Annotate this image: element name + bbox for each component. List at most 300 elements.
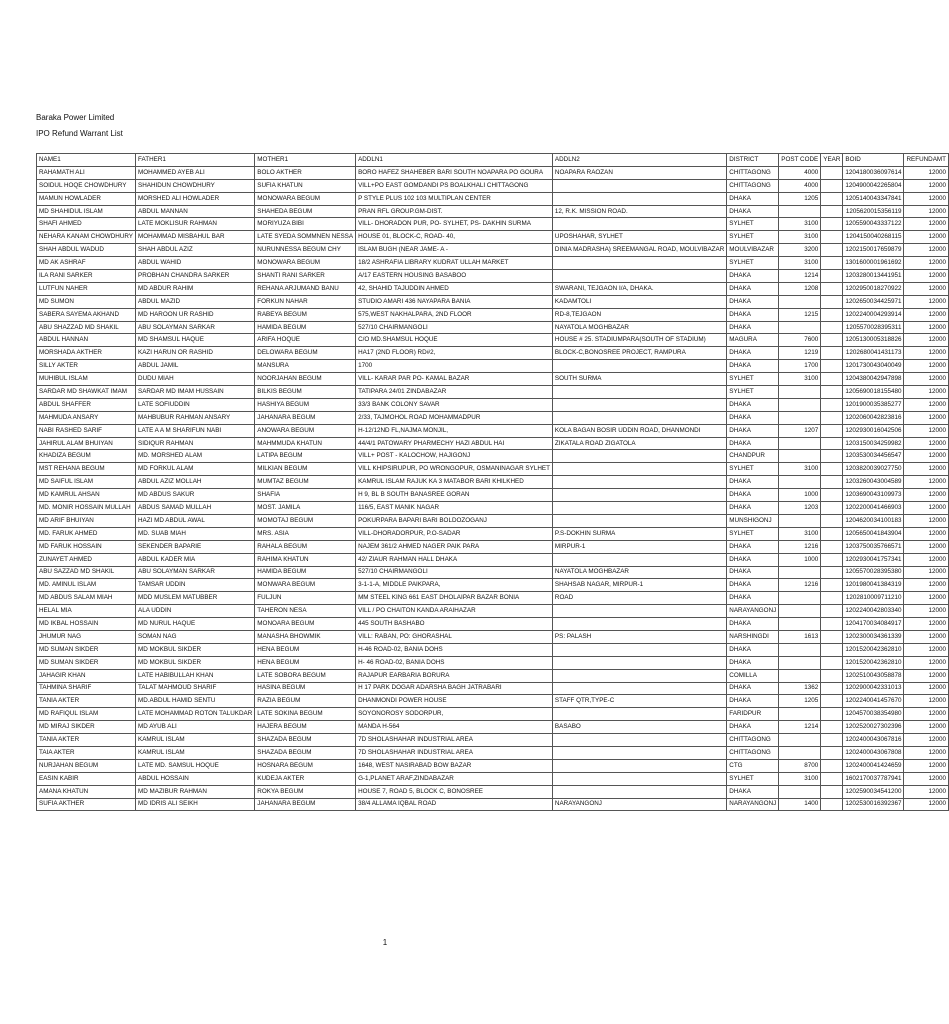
table-cell: MD. FARUK AHMED xyxy=(37,527,136,540)
table-cell xyxy=(552,514,726,527)
table-cell xyxy=(552,398,726,411)
table-cell: DHAKA xyxy=(727,618,779,631)
table-cell: MDD MUSLEM MATUBBER xyxy=(136,592,255,605)
table-cell: 1202530016392367 xyxy=(843,798,904,811)
table-cell: MD ABDUS SALAM MIAH xyxy=(37,592,136,605)
table-cell: 12000 xyxy=(904,270,949,283)
table-cell xyxy=(779,450,821,463)
table-cell xyxy=(821,772,843,785)
table-cell: G-1,PLANET ARAF,ZINDABAZAR xyxy=(356,772,553,785)
table-cell: SYLHET xyxy=(727,527,779,540)
table-cell: DHAKA xyxy=(727,476,779,489)
table-cell: HOUSE # 25. STADIUMPARA(SOUTH OF STADIUM) xyxy=(552,334,726,347)
table-cell: TAHERON NESA xyxy=(255,605,356,618)
table-cell xyxy=(821,643,843,656)
table-cell: 12000 xyxy=(904,618,949,631)
table-cell: HENA BEGUM xyxy=(255,656,356,669)
table-cell: LATE MOHAMMAD ROTON TALUKDAR xyxy=(136,708,255,721)
table-cell xyxy=(779,746,821,759)
table-cell: MONOWARA BEGUM xyxy=(255,257,356,270)
table-cell xyxy=(821,630,843,643)
table-cell: 12000 xyxy=(904,798,949,811)
table-cell xyxy=(779,437,821,450)
table-cell: 1205650041843904 xyxy=(843,527,904,540)
table-cell: SYLHET xyxy=(727,231,779,244)
table-row xyxy=(37,643,949,656)
table-cell: 1208 xyxy=(779,282,821,295)
table-cell: 1202060042823816 xyxy=(843,411,904,424)
table-cell: VILL-DHORADORPUR, P.O-SADAR xyxy=(356,527,553,540)
table-cell: 1204570038354980 xyxy=(843,708,904,721)
table-cell xyxy=(821,270,843,283)
table-cell: ABU SHAZZAD MD SHAKIL xyxy=(37,321,136,334)
table-cell xyxy=(552,605,726,618)
table-row xyxy=(37,592,949,605)
table-cell: CHITTAGONG xyxy=(727,746,779,759)
table-cell xyxy=(779,476,821,489)
table-cell: KOLA BAGAN BOSIR UDDIN ROAD, DHANMONDI xyxy=(552,424,726,437)
table-cell: 12000 xyxy=(904,231,949,244)
table-cell: DHAKA xyxy=(727,398,779,411)
table-cell xyxy=(779,618,821,631)
table-cell xyxy=(821,386,843,399)
table-cell: SUFIA AKTHER xyxy=(37,798,136,811)
table-cell: PROBHAN CHANDRA SARKER xyxy=(136,270,255,283)
table-cell: LATE HABIBULLAH KHAN xyxy=(136,669,255,682)
table-cell: 1202810009711210 xyxy=(843,592,904,605)
table-cell: 1202400043067808 xyxy=(843,746,904,759)
table-cell: HASHIYA BEGUM xyxy=(255,398,356,411)
table-cell xyxy=(779,321,821,334)
table-cell: DHAKA xyxy=(727,411,779,424)
table-cell: 12000 xyxy=(904,347,949,360)
table-cell: H 9, BL B SOUTH BANASREE GORAN xyxy=(356,489,553,502)
table-cell xyxy=(821,244,843,257)
table-row xyxy=(37,695,949,708)
table-cell xyxy=(779,386,821,399)
table-cell: NAJEM 361/2 AHMED NAGER PAIK PARA xyxy=(356,540,553,553)
table-cell: MAGURA xyxy=(727,334,779,347)
table-cell: 12000 xyxy=(904,489,949,502)
table-cell: 12000 xyxy=(904,656,949,669)
table-cell: JAHANARA BEGUM xyxy=(255,798,356,811)
table-row xyxy=(37,798,949,811)
column-header: NAME1 xyxy=(37,154,136,167)
table-cell: 3100 xyxy=(779,463,821,476)
table-cell: SABERA SAYEMA AKHAND xyxy=(37,308,136,321)
table-cell: MD ABDUS SAKUR xyxy=(136,489,255,502)
table-cell: 12000 xyxy=(904,579,949,592)
table-cell xyxy=(821,205,843,218)
table-cell: 12000 xyxy=(904,463,949,476)
table-cell: 3100 xyxy=(779,373,821,386)
table-cell: MD KAMRUL AHSAN xyxy=(37,489,136,502)
table-cell: P.S-DOKHIN SURMA xyxy=(552,527,726,540)
table-cell: 7D SHOLASHAHAR INDUSTRIAL AREA xyxy=(356,746,553,759)
table-cell: DHAKA xyxy=(727,695,779,708)
column-header: YEAR xyxy=(821,154,843,167)
column-header: DISTRICT xyxy=(727,154,779,167)
table-cell: ABDUL JAMIL xyxy=(136,360,255,373)
table-row xyxy=(37,785,949,798)
table-row xyxy=(37,734,949,747)
table-cell xyxy=(552,746,726,759)
table-cell: 1204380042947898 xyxy=(843,373,904,386)
table-cell xyxy=(821,682,843,695)
table-cell: LATE MOKLISUR RAHMAN xyxy=(136,218,255,231)
table-cell: SEKENDER BAPARIE xyxy=(136,540,255,553)
table-cell: 42, SHAHID TAJUDDIN AHMED xyxy=(356,282,553,295)
table-cell xyxy=(552,708,726,721)
table-cell xyxy=(821,514,843,527)
table-cell: MD FARUK HOSSAIN xyxy=(37,540,136,553)
table-cell xyxy=(821,618,843,631)
table-cell: RAZIA BEGUM xyxy=(255,695,356,708)
table-cell: DINIA MADRASHA) SREEMANGAL ROAD, MOULVIBAZAR xyxy=(552,244,726,257)
table-cell xyxy=(552,257,726,270)
table-cell xyxy=(552,411,726,424)
table-cell: 445 SOUTH BASHABO xyxy=(356,618,553,631)
document-subtitle: IPO Refund Warrant List xyxy=(36,129,123,138)
table-cell xyxy=(821,579,843,592)
table-cell xyxy=(552,643,726,656)
table-cell: RAHALA BEGUM xyxy=(255,540,356,553)
table-cell xyxy=(821,192,843,205)
table-cell: FARIDPUR xyxy=(727,708,779,721)
table-cell: LATIPA BEGUM xyxy=(255,450,356,463)
table-cell: 12000 xyxy=(904,308,949,321)
table-cell: MORSHED ALI HOWLADER xyxy=(136,192,255,205)
table-cell xyxy=(821,166,843,179)
table-cell: ABDUL MANNAN xyxy=(136,205,255,218)
table-cell: KHADIZA BEGUM xyxy=(37,450,136,463)
table-cell xyxy=(552,669,726,682)
table-cell: 18/2 ASHRAFIA LIBRARY KUDRAT ULLAH MARKET xyxy=(356,257,553,270)
table-cell: ABU SAZZAD MD SHAKIL xyxy=(37,566,136,579)
table-cell: 1203260043004589 xyxy=(843,476,904,489)
table-cell: P STYLE PLUS 102 103 MULTIPLAN CENTER xyxy=(356,192,553,205)
table-cell: 1362 xyxy=(779,682,821,695)
table-row xyxy=(37,656,949,669)
table-cell: SYLHET xyxy=(727,772,779,785)
table-cell xyxy=(552,772,726,785)
table-cell: 1204180036097614 xyxy=(843,166,904,179)
table-cell xyxy=(779,785,821,798)
table-cell xyxy=(821,347,843,360)
table-cell: 1202930041757341 xyxy=(843,553,904,566)
table-cell: 12000 xyxy=(904,321,949,334)
table-cell: MANDA H-564 xyxy=(356,721,553,734)
table-cell: VILL- KARAR PAR PO- KAMAL BAZAR xyxy=(356,373,553,386)
table-row xyxy=(37,489,949,502)
table-cell: MD FORKUL ALAM xyxy=(136,463,255,476)
table-cell: ABU SOLAYMAN SARKAR xyxy=(136,321,255,334)
table-cell: 1202240004293914 xyxy=(843,308,904,321)
table-row xyxy=(37,605,949,618)
table-cell: 12000 xyxy=(904,411,949,424)
table-row xyxy=(37,476,949,489)
table-cell: MONWARA BEGUM xyxy=(255,579,356,592)
table-cell: HENA BEGUM xyxy=(255,643,356,656)
table-cell: 12000 xyxy=(904,785,949,798)
table-row xyxy=(37,282,949,295)
table-cell: 1202240042803340 xyxy=(843,605,904,618)
table-cell: CHANDPUR xyxy=(727,450,779,463)
table-cell: MONOARA BEGUM xyxy=(255,618,356,631)
table-cell: NABI RASHED SARIF xyxy=(37,424,136,437)
table-cell: MD AK ASHRAF xyxy=(37,257,136,270)
table-cell: KAZI HARUN OR RASHID xyxy=(136,347,255,360)
table-cell xyxy=(821,295,843,308)
table-row xyxy=(37,231,949,244)
table-cell: JAHAGIR KHAN xyxy=(37,669,136,682)
table-cell: 1202240041457670 xyxy=(843,695,904,708)
table-cell: 3100 xyxy=(779,772,821,785)
table-row xyxy=(37,669,949,682)
table-cell: MOULVIBAZAR xyxy=(727,244,779,257)
column-header: REFUNDAMT xyxy=(904,154,949,167)
table-cell: H-46 ROAD-02, BANIA DOHS xyxy=(356,643,553,656)
table-cell: RABEYA BEGUM xyxy=(255,308,356,321)
table-cell: TAIA AKTER xyxy=(37,746,136,759)
table-cell: DHAKA xyxy=(727,502,779,515)
table-cell: 12000 xyxy=(904,450,949,463)
table-cell: 1203820039027750 xyxy=(843,463,904,476)
table-cell: MD RAFIQUL ISLAM xyxy=(37,708,136,721)
table-cell xyxy=(821,527,843,540)
table-cell: DHAKA xyxy=(727,360,779,373)
table-row xyxy=(37,708,949,721)
table-cell xyxy=(779,656,821,669)
table-row xyxy=(37,192,949,205)
table-cell: DHAKA xyxy=(727,308,779,321)
table-cell: EASIN KABIR xyxy=(37,772,136,785)
table-cell: ABDUL MAZID xyxy=(136,295,255,308)
table-cell: 12000 xyxy=(904,373,949,386)
table-row xyxy=(37,566,949,579)
table-cell: ABU SOLAYMAN SARKAR xyxy=(136,566,255,579)
table-cell: 12000 xyxy=(904,540,949,553)
table-cell: MAHMMUDA KHATUN xyxy=(255,437,356,450)
table-cell: MD. AMINUL ISLAM xyxy=(37,579,136,592)
table-cell xyxy=(821,411,843,424)
table-cell: 1202680041431173 xyxy=(843,347,904,360)
table-cell: 12, R.K. MISSION ROAD. xyxy=(552,205,726,218)
table-cell: DHAKA xyxy=(727,553,779,566)
table-row xyxy=(37,579,949,592)
table-cell xyxy=(552,682,726,695)
table-cell: C/O MD.SHAMSUL HOQUE xyxy=(356,334,553,347)
table-cell xyxy=(552,360,726,373)
table-row xyxy=(37,630,949,643)
table-cell: MORSHADA AKTHER xyxy=(37,347,136,360)
table-cell: MD. SUAB MIAH xyxy=(136,527,255,540)
table-cell: 1202200041466903 xyxy=(843,502,904,515)
table-row xyxy=(37,759,949,772)
table-cell: 1216 xyxy=(779,540,821,553)
table-cell: MILKIAN BEGUM xyxy=(255,463,356,476)
table-cell: LATE MD. SAMSUL HOQUE xyxy=(136,759,255,772)
table-cell: ALA UDDIN xyxy=(136,605,255,618)
table-cell: 1205140043347841 xyxy=(843,192,904,205)
table-cell: SYLHET xyxy=(727,218,779,231)
table-cell: 1201520042362810 xyxy=(843,656,904,669)
table-cell: SYLHET xyxy=(727,386,779,399)
table-cell: 1219 xyxy=(779,347,821,360)
table-cell: MANSURA xyxy=(255,360,356,373)
table-cell xyxy=(552,270,726,283)
table-cell: MD NURUL HAQUE xyxy=(136,618,255,631)
table-cell xyxy=(779,605,821,618)
table-cell: MANASHA BHOWMIK xyxy=(255,630,356,643)
table-cell: MUNSHIGONJ xyxy=(727,514,779,527)
table-cell: AMANA KHATUN xyxy=(37,785,136,798)
table-row xyxy=(37,179,949,192)
table-cell: 12000 xyxy=(904,360,949,373)
table-cell: RAJAPUR EARBARIA BORURA xyxy=(356,669,553,682)
table-cell: H-12/12ND FL,NAJMA MONJIL, xyxy=(356,424,553,437)
table-cell: 12000 xyxy=(904,527,949,540)
table-cell: 12000 xyxy=(904,205,949,218)
column-header: ADDLN1 xyxy=(356,154,553,167)
table-cell xyxy=(779,643,821,656)
table-cell: 38/4 ALLAMA IQBAL ROAD xyxy=(356,798,553,811)
table-cell xyxy=(552,450,726,463)
table-cell xyxy=(821,759,843,772)
table-cell: ABDUL WAHID xyxy=(136,257,255,270)
table-cell: SARDAR MD SHAWKAT IMAM xyxy=(37,386,136,399)
table-cell: VILL+ POST - KALOCHOW, HAJIGONJ xyxy=(356,450,553,463)
table-cell: 1202930016042506 xyxy=(843,424,904,437)
table-cell xyxy=(552,386,726,399)
table-cell: ABDUL KADER MIA xyxy=(136,553,255,566)
table-cell xyxy=(821,373,843,386)
table-cell: CHITTAGONG xyxy=(727,179,779,192)
table-cell: MOHAMMED AYEB ALI xyxy=(136,166,255,179)
table-cell xyxy=(779,398,821,411)
table-cell: DHAKA xyxy=(727,192,779,205)
table-row xyxy=(37,360,949,373)
table-cell: 12000 xyxy=(904,734,949,747)
table-cell: 1203530034456547 xyxy=(843,450,904,463)
table-cell: 1203150034259982 xyxy=(843,437,904,450)
table-cell: COMILLA xyxy=(727,669,779,682)
document-title: Baraka Power Limited xyxy=(36,113,115,122)
table-cell: 12000 xyxy=(904,514,949,527)
refund-warrant-table xyxy=(36,153,949,811)
table-cell: MD SUMON xyxy=(37,295,136,308)
table-cell xyxy=(779,514,821,527)
table-cell: 12000 xyxy=(904,746,949,759)
table-cell: DHAKA xyxy=(727,579,779,592)
table-cell: MD MIRAJ SIKDER xyxy=(37,721,136,734)
table-cell: NARAYANGONJ xyxy=(727,798,779,811)
table-cell xyxy=(552,553,726,566)
table-cell: DUDU MIAH xyxy=(136,373,255,386)
table-cell: NURJAHAN BEGUM xyxy=(37,759,136,772)
table-cell: 1202300034361339 xyxy=(843,630,904,643)
table-cell: 12000 xyxy=(904,398,949,411)
table-cell: NARAYANGONJ xyxy=(727,605,779,618)
table-cell xyxy=(821,308,843,321)
table-cell: SHAFIA xyxy=(255,489,356,502)
table-cell xyxy=(821,218,843,231)
table-cell xyxy=(821,398,843,411)
table-cell: DHAKA xyxy=(727,682,779,695)
table-cell xyxy=(821,656,843,669)
table-cell xyxy=(552,759,726,772)
column-header: MOTHER1 xyxy=(255,154,356,167)
table-cell: NAYATOLA MOGHBAZAR xyxy=(552,321,726,334)
table-row xyxy=(37,411,949,424)
table-cell: SYLHET xyxy=(727,257,779,270)
table-cell: DHAKA xyxy=(727,347,779,360)
table-cell: 1301600001961692 xyxy=(843,257,904,270)
table-cell: MD SHAHIDUL ISLAM xyxy=(37,205,136,218)
table-cell: ISLAM BUGH (NEAR JAME- A - xyxy=(356,244,553,257)
table-cell: MD. MONIR HOSSAIN MULLAH xyxy=(37,502,136,515)
table-cell: ANOWARA BEGUM xyxy=(255,424,356,437)
table-cell: 1202510043058878 xyxy=(843,669,904,682)
table-cell: 1214 xyxy=(779,270,821,283)
table-cell: VILL / PO CHAITON KANDA ARAIHAZAR xyxy=(356,605,553,618)
table-cell: BASABO xyxy=(552,721,726,734)
table-cell: STUDIO AMARI 436 NAYAPARA BANIA xyxy=(356,295,553,308)
table-cell: 1204170034084917 xyxy=(843,618,904,631)
table-cell: TANIA AKTER xyxy=(37,734,136,747)
table-cell: 12000 xyxy=(904,218,949,231)
table-cell: SHAH ABDUL WADUD xyxy=(37,244,136,257)
table-cell: DHAKA xyxy=(727,424,779,437)
table-cell: LUTFUN NAHER xyxy=(37,282,136,295)
table-cell: 1201520042362810 xyxy=(843,643,904,656)
table-cell: 1202950018270922 xyxy=(843,282,904,295)
table-cell: KADAMTOLI xyxy=(552,295,726,308)
table-cell: 12000 xyxy=(904,257,949,270)
table-cell: ABDUS SAMAD MULLAH xyxy=(136,502,255,515)
table-cell: 1203 xyxy=(779,502,821,515)
table-cell: DHAKA xyxy=(727,785,779,798)
table-cell xyxy=(552,656,726,669)
table-cell: HAJERA BEGUM xyxy=(255,721,356,734)
table-cell xyxy=(779,566,821,579)
table-cell xyxy=(821,282,843,295)
table-cell: 1205590043337122 xyxy=(843,218,904,231)
table-cell xyxy=(779,295,821,308)
table-row xyxy=(37,450,949,463)
table-cell: NOORJAHAN BEGUM xyxy=(255,373,356,386)
table-cell: SWARANI, TEJGAON I/A, DHAKA. xyxy=(552,282,726,295)
table-cell xyxy=(552,179,726,192)
table-cell: DHAKA xyxy=(727,721,779,734)
column-header: POST CODE xyxy=(779,154,821,167)
table-row xyxy=(37,437,949,450)
table-cell: DHAKA xyxy=(727,592,779,605)
table-cell: DHAKA xyxy=(727,643,779,656)
table-cell: MORIYUZA BIBI xyxy=(255,218,356,231)
table-cell: 12000 xyxy=(904,708,949,721)
table-cell: SHAHSAB NAGAR, MIRPUR-1 xyxy=(552,579,726,592)
table-cell: 3100 xyxy=(779,257,821,270)
table-cell: MAHMUDA ANSARY xyxy=(37,411,136,424)
table-cell: SHAZADA BEGUM xyxy=(255,734,356,747)
table-cell: 12000 xyxy=(904,244,949,257)
table-cell: MUHIBUL ISLAM xyxy=(37,373,136,386)
table-cell xyxy=(821,424,843,437)
table-cell: 1203690043109973 xyxy=(843,489,904,502)
table-cell: 12000 xyxy=(904,424,949,437)
table-cell: 12000 xyxy=(904,502,949,515)
